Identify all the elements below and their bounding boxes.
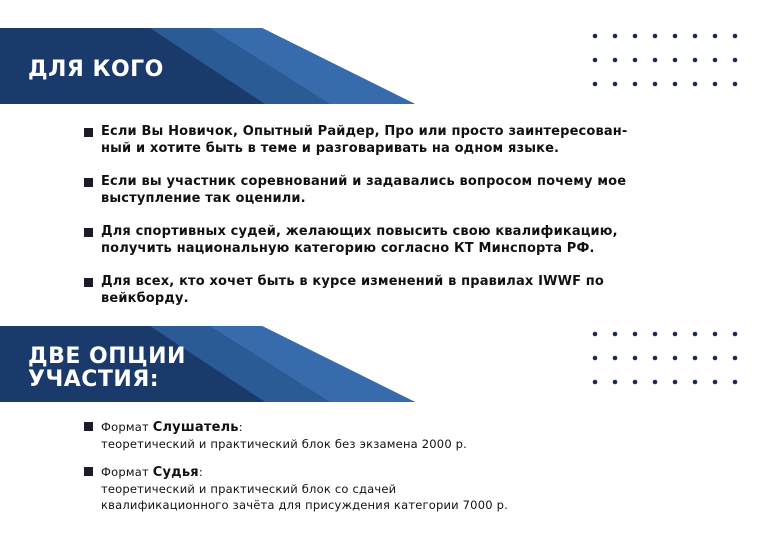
section-banner-for-whom	[0, 28, 420, 104]
section-banner-options	[0, 326, 420, 402]
option-name: Слушатель	[152, 420, 239, 435]
square-bullet-icon	[84, 178, 93, 187]
audience-item	[84, 224, 654, 257]
square-bullet-icon	[84, 128, 93, 137]
option-prefix: Формат	[101, 465, 149, 479]
audience-item	[84, 124, 654, 157]
option-description-line1: теоретический и практический блок со сдачей	[101, 482, 397, 496]
option-description-line2: квалификационного зачёта для присуждения категории 7000 р.	[101, 498, 508, 512]
dot-grid-icon	[589, 328, 749, 388]
option-description: теоретический и практический блок без экзамена 2000 р.	[101, 437, 468, 451]
dot-grid-icon	[589, 30, 749, 90]
square-bullet-icon	[84, 228, 93, 237]
option-listener	[84, 419, 604, 452]
section-title-options: ДВЕ ОПЦИИ УЧАСТИЯ:	[28, 344, 186, 392]
square-bullet-icon	[84, 422, 93, 431]
option-judge	[84, 464, 604, 513]
square-bullet-icon	[84, 467, 93, 476]
section-title-for-whom: ДЛЯ КОГО	[28, 57, 164, 82]
option-suffix: :	[238, 420, 243, 434]
audience-item-text: Если Вы Новичок, Опытный Райдер, Про или просто заинтересован-ный и хотите быть в теме и разговаривать на одном языке.	[101, 124, 628, 156]
audience-item-text: Если вы участник соревнований и задавались вопросом почему мое выступление так оценили.	[101, 174, 627, 206]
audience-list	[84, 124, 654, 324]
audience-item-text: Для всех, кто хочет быть в курсе изменений в правилах IWWF по вейкборду.	[101, 274, 604, 306]
dot-grid-decoration	[589, 30, 749, 90]
audience-item	[84, 274, 654, 307]
option-suffix: :	[198, 465, 203, 479]
dot-grid-decoration	[589, 328, 749, 388]
option-name: Судья	[152, 465, 199, 480]
option-prefix: Формат	[101, 420, 149, 434]
audience-item-text: Для спортивных судей, желающих повысить свою квалификацию, получить национальную категорию согласно КТ Минспорта РФ.	[101, 224, 618, 256]
participation-options-list	[84, 419, 604, 525]
audience-item	[84, 174, 654, 207]
square-bullet-icon	[84, 278, 93, 287]
